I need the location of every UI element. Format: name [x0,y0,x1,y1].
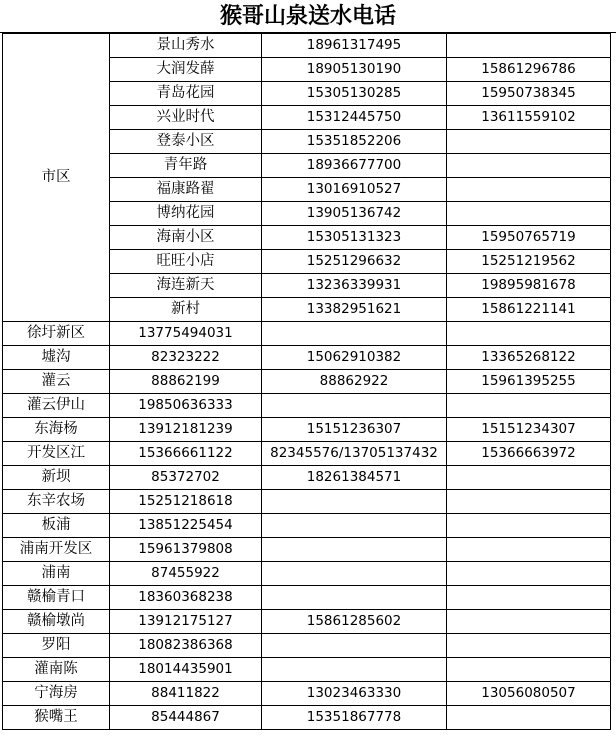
phone-number [447,634,611,658]
phone-number: 15351867778 [262,706,447,730]
phone-number: 13382951621 [262,298,447,322]
area-name: 福康路翟 [110,178,262,202]
table-row [3,442,611,466]
phone-number: 18261384571 [262,466,447,490]
table-row [3,322,611,346]
area-name: 板浦 [3,514,110,538]
area-name: 宁海房 [3,682,110,706]
phone-number [447,658,611,682]
phone-number [262,322,447,346]
table-row [3,490,611,514]
phone-number [447,466,611,490]
phone-number: 15950738345 [447,82,611,106]
phone-number: 15251218618 [110,490,262,514]
table-row [3,610,611,634]
phone-number: 85444867 [110,706,262,730]
area-name: 青年路 [110,154,262,178]
phone-number [447,610,611,634]
phone-number: 88862922 [262,370,447,394]
phone-number: 15062910382 [262,346,447,370]
phone-number: 15366663972 [447,442,611,466]
phone-table [2,33,611,730]
table-row [3,34,611,58]
phone-number [447,394,611,418]
phone-number [447,706,611,730]
area-name: 猴嘴王 [3,706,110,730]
phone-number: 15861296786 [447,58,611,82]
phone-number [262,514,447,538]
phone-number: 18014435901 [110,658,262,682]
table-row [3,370,611,394]
phone-number: 15861221141 [447,298,611,322]
phone-number [447,178,611,202]
phone-number [262,538,447,562]
phone-number: 13912175127 [110,610,262,634]
phone-number: 88411822 [110,682,262,706]
area-name: 旺旺小店 [110,250,262,274]
area-name: 东辛农场 [3,490,110,514]
phone-number: 87455922 [110,562,262,586]
phone-number: 18936677700 [262,154,447,178]
phone-number: 15151234307 [447,418,611,442]
phone-number [262,634,447,658]
phone-number [447,514,611,538]
phone-number: 13016910527 [262,178,447,202]
phone-number [262,658,447,682]
table-row [3,658,611,682]
phone-number [262,394,447,418]
phone-number: 15312445750 [262,106,447,130]
phone-number [447,322,611,346]
phone-number [262,586,447,610]
phone-number: 15305130285 [262,82,447,106]
area-name: 海南小区 [110,226,262,250]
area-name: 徐圩新区 [3,322,110,346]
table-row [3,514,611,538]
table-row [3,586,611,610]
area-name: 兴业时代 [110,106,262,130]
phone-number: 15366661122 [110,442,262,466]
area-name: 新坝 [3,466,110,490]
phone-number: 15961379808 [110,538,262,562]
phone-number: 13236339931 [262,274,447,298]
phone-number [447,154,611,178]
area-name: 灌南陈 [3,658,110,682]
area-name: 开发区江 [3,442,110,466]
page-title: 猴哥山泉送水电话 [0,0,616,33]
phone-number: 18360368238 [110,586,262,610]
phone-number: 15961395255 [447,370,611,394]
phone-number: 13775494031 [110,322,262,346]
area-name: 东海杨 [3,418,110,442]
table-row [3,418,611,442]
phone-number: 19895981678 [447,274,611,298]
table-row [3,466,611,490]
area-name: 新村 [110,298,262,322]
phone-number: 88862199 [110,370,262,394]
phone-number: 19850636333 [110,394,262,418]
phone-number: 15351852206 [262,130,447,154]
area-name: 浦南 [3,562,110,586]
area-name: 罗阳 [3,634,110,658]
phone-number [447,202,611,226]
phone-number: 15251219562 [447,250,611,274]
phone-table-body [3,34,611,730]
phone-number: 13905136742 [262,202,447,226]
table-row [3,346,611,370]
phone-number [262,562,447,586]
phone-number: 85372702 [110,466,262,490]
area-name: 青岛花园 [110,82,262,106]
area-name: 博纳花园 [110,202,262,226]
area-name: 浦南开发区 [3,538,110,562]
area-name: 灌云 [3,370,110,394]
phone-number [447,490,611,514]
phone-number: 13023463330 [262,682,447,706]
phone-number: 13912181239 [110,418,262,442]
district-label: 市区 [3,34,110,322]
phone-number: 15861285602 [262,610,447,634]
area-name: 墟沟 [3,346,110,370]
phone-number [447,586,611,610]
phone-number: 15305131323 [262,226,447,250]
table-row [3,634,611,658]
area-name: 赣榆青口 [3,586,110,610]
phone-number: 15950765719 [447,226,611,250]
phone-number: 15251296632 [262,250,447,274]
area-name: 大润发薛 [110,58,262,82]
phone-number: 82345576/13705137432 [262,442,447,466]
table-row [3,706,611,730]
area-name: 登泰小区 [110,130,262,154]
phone-number [447,562,611,586]
phone-number: 13851225454 [110,514,262,538]
phone-number: 13611559102 [447,106,611,130]
phone-number: 18082386368 [110,634,262,658]
phone-number: 15151236307 [262,418,447,442]
table-row [3,538,611,562]
phone-number [447,130,611,154]
phone-number: 18905130190 [262,58,447,82]
phone-number: 13056080507 [447,682,611,706]
phone-number: 18961317495 [262,34,447,58]
phone-number [262,490,447,514]
phone-number: 13365268122 [447,346,611,370]
table-row [3,562,611,586]
area-name: 赣榆墩尚 [3,610,110,634]
phone-number [447,34,611,58]
area-name: 海连新天 [110,274,262,298]
table-row [3,682,611,706]
area-name: 景山秀水 [110,34,262,58]
table-row [3,394,611,418]
phone-number: 82323222 [110,346,262,370]
phone-number [447,538,611,562]
area-name: 灌云伊山 [3,394,110,418]
